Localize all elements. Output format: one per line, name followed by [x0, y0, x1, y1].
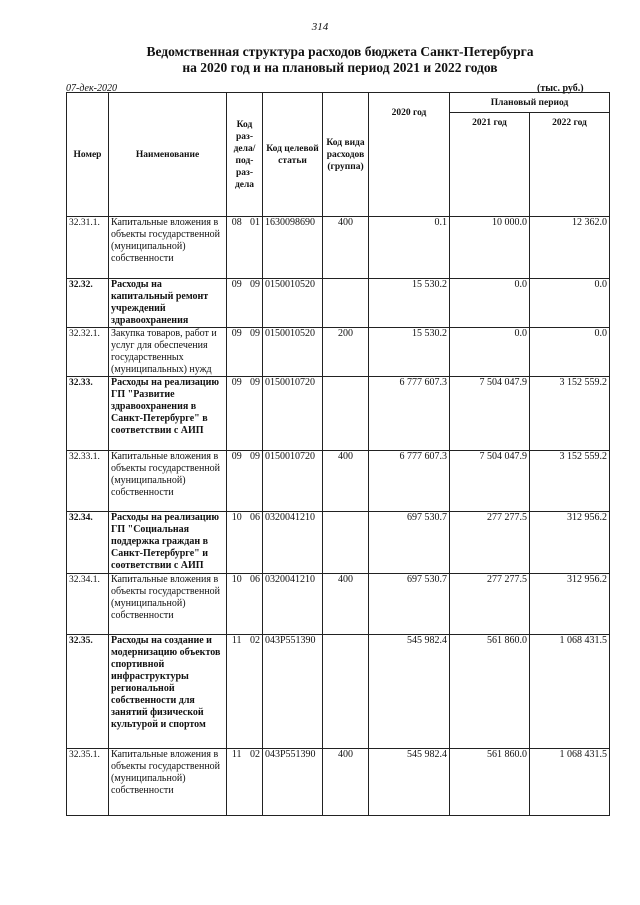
row-subsection: 02 — [245, 749, 263, 816]
table-row — [67, 749, 610, 816]
units-label: (тыс. руб.) — [537, 83, 584, 94]
row-value-2021: 7 504 047.9 — [450, 451, 530, 512]
row-section: 09 — [227, 328, 245, 377]
table-row — [67, 451, 610, 512]
header-target-code: Код целевой статьи — [263, 93, 323, 217]
row-target-code: 1630098690 — [263, 217, 323, 279]
header-2022: 2022 год — [530, 113, 610, 217]
row-number: 32.32.1. — [67, 328, 109, 377]
row-target-code: 0320041210 — [263, 512, 323, 574]
row-name: Капитальные вложения в объекты государственной (муниципальной) собственности — [109, 749, 227, 816]
row-expense-code: 400 — [323, 749, 369, 816]
row-section: 11 — [227, 635, 245, 749]
row-name: Капитальные вложения в объекты государственной (муниципальной) собственности — [109, 217, 227, 279]
header-2020: 2020 год — [369, 93, 450, 217]
row-number: 32.34. — [67, 512, 109, 574]
row-target-code: 0150010720 — [263, 451, 323, 512]
row-target-code: 043P551390 — [263, 635, 323, 749]
table-row — [67, 328, 610, 377]
row-value-2022: 1 068 431.5 — [530, 635, 610, 749]
row-expense-code: 400 — [323, 451, 369, 512]
table-row — [67, 512, 610, 574]
row-value-2021: 10 000.0 — [450, 217, 530, 279]
row-value-2020: 697 530.7 — [369, 574, 450, 635]
row-name: Расходы на реализацию ГП "Социальная поддержка граждан в Санкт-Петербурге" и соответствии с АИП — [109, 512, 227, 574]
row-value-2021: 7 504 047.9 — [450, 377, 530, 451]
row-value-2021: 277 277.5 — [450, 574, 530, 635]
row-value-2022: 3 152 559.2 — [530, 451, 610, 512]
row-number: 32.35.1. — [67, 749, 109, 816]
row-number: 32.32. — [67, 279, 109, 328]
row-number: 32.33.1. — [67, 451, 109, 512]
row-value-2020: 545 982.4 — [369, 749, 450, 816]
row-subsection: 09 — [245, 279, 263, 328]
row-target-code: 0320041210 — [263, 574, 323, 635]
row-section: 10 — [227, 512, 245, 574]
row-expense-code: 400 — [323, 217, 369, 279]
row-value-2022: 312 956.2 — [530, 512, 610, 574]
row-subsection: 09 — [245, 451, 263, 512]
row-section: 08 — [227, 217, 245, 279]
header-planned-period: Плановый период — [450, 93, 610, 113]
row-section: 09 — [227, 451, 245, 512]
row-expense-code — [323, 635, 369, 749]
table-row — [67, 635, 610, 749]
row-name: Расходы на капитальный ремонт учреждений здравоохранения — [109, 279, 227, 328]
header-number: Номер — [67, 93, 109, 217]
row-target-code: 043P551390 — [263, 749, 323, 816]
row-name: Расходы на создание и модернизацию объектов спортивной инфраструктуры региональной собственности для занятий физической культурой и спортом — [109, 635, 227, 749]
row-target-code: 0150010520 — [263, 328, 323, 377]
row-name: Капитальные вложения в объекты государственной (муниципальной) собственности — [109, 574, 227, 635]
row-section: 09 — [227, 377, 245, 451]
row-expense-code — [323, 279, 369, 328]
row-expense-code: 400 — [323, 574, 369, 635]
row-value-2020: 15 530.2 — [369, 328, 450, 377]
table-row — [67, 279, 610, 328]
row-value-2021: 561 860.0 — [450, 635, 530, 749]
row-value-2020: 6 777 607.3 — [369, 451, 450, 512]
header-name: Наименование — [109, 93, 227, 217]
row-value-2022: 312 956.2 — [530, 574, 610, 635]
row-value-2020: 15 530.2 — [369, 279, 450, 328]
header-section-code: Код раз- дела/ под- раз- дела — [227, 93, 263, 217]
row-target-code: 0150010520 — [263, 279, 323, 328]
document-date: 07-дек-2020 — [66, 83, 117, 94]
title-line-2: на 2020 год и на плановый период 2021 и 2022 годов — [182, 60, 498, 75]
title-line-1: Ведомственная структура расходов бюджета Санкт-Петербурга — [146, 44, 534, 59]
row-section: 10 — [227, 574, 245, 635]
row-subsection: 06 — [245, 574, 263, 635]
row-value-2020: 545 982.4 — [369, 635, 450, 749]
row-subsection: 06 — [245, 512, 263, 574]
row-value-2022: 0.0 — [530, 328, 610, 377]
row-subsection: 02 — [245, 635, 263, 749]
row-name: Закупка товаров, работ и услуг для обеспечения государственных (муниципальных) нужд — [109, 328, 227, 377]
row-expense-code — [323, 512, 369, 574]
row-expense-code — [323, 377, 369, 451]
header-2021: 2021 год — [450, 113, 530, 217]
row-value-2021: 0.0 — [450, 328, 530, 377]
row-section: 09 — [227, 279, 245, 328]
row-value-2022: 1 068 431.5 — [530, 749, 610, 816]
row-value-2022: 3 152 559.2 — [530, 377, 610, 451]
expenditure-table — [66, 92, 610, 816]
row-section: 11 — [227, 749, 245, 816]
table-row — [67, 377, 610, 451]
row-value-2020: 697 530.7 — [369, 512, 450, 574]
row-number: 32.31.1. — [67, 217, 109, 279]
row-value-2020: 6 777 607.3 — [369, 377, 450, 451]
row-value-2022: 0.0 — [530, 279, 610, 328]
row-value-2020: 0.1 — [369, 217, 450, 279]
row-value-2022: 12 362.0 — [530, 217, 610, 279]
document-title — [60, 44, 620, 76]
row-expense-code: 200 — [323, 328, 369, 377]
row-name: Капитальные вложения в объекты государственной (муниципальной) собственности — [109, 451, 227, 512]
row-target-code: 0150010720 — [263, 377, 323, 451]
table-row — [67, 217, 610, 279]
row-number: 32.35. — [67, 635, 109, 749]
header-expense-code: Код вида расходов (группа) — [323, 93, 369, 217]
row-number: 32.34.1. — [67, 574, 109, 635]
row-value-2021: 0.0 — [450, 279, 530, 328]
row-subsection: 09 — [245, 377, 263, 451]
row-name: Расходы на реализацию ГП "Развитие здравоохранения в Санкт-Петербурге" в соответствии с АИП — [109, 377, 227, 451]
row-value-2021: 277 277.5 — [450, 512, 530, 574]
row-subsection: 01 — [245, 217, 263, 279]
table-row — [67, 574, 610, 635]
row-number: 32.33. — [67, 377, 109, 451]
page-number: 314 — [311, 21, 329, 33]
row-value-2021: 561 860.0 — [450, 749, 530, 816]
row-subsection: 09 — [245, 328, 263, 377]
